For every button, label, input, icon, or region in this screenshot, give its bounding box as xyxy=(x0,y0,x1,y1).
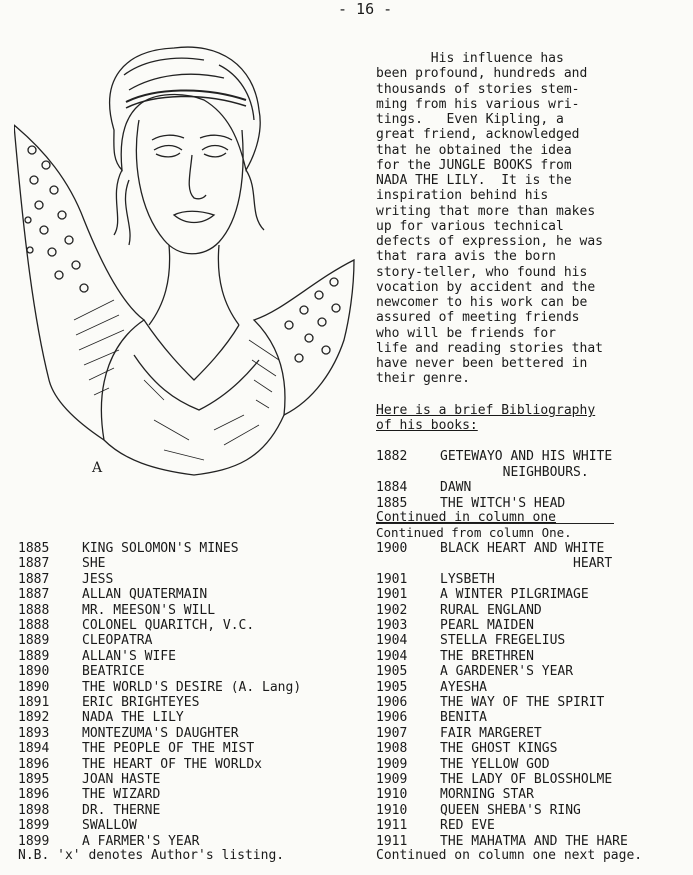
book-title: KING SOLOMON'S MINES xyxy=(82,541,239,556)
intro-line: been profound, hundreds and xyxy=(376,66,588,82)
intro-line: defects of expression, he was xyxy=(376,234,603,249)
intro-line: newcomer to his work can be xyxy=(376,295,588,310)
book-title: THE WIZARD xyxy=(82,787,161,803)
book-title: GETEWAYO AND HIS WHITE xyxy=(440,449,613,464)
intro-line: ming from his various wri- xyxy=(376,96,580,112)
intro-line: who will be friends for xyxy=(376,325,557,341)
book-year: 1896 xyxy=(18,756,50,772)
intro-line: vocation by accident and the xyxy=(376,279,596,295)
book-title: QUEEN SHEBA'S RING xyxy=(440,802,581,818)
page-number: - 16 - xyxy=(338,0,393,18)
book-title: COLONEL QUARITCH, V.C. xyxy=(82,618,255,633)
book-year: 1910 xyxy=(376,802,408,818)
book-year: 1905 xyxy=(376,679,408,695)
book-year: 1901 xyxy=(376,571,408,587)
book-title: THE GHOST KINGS xyxy=(440,741,558,757)
intro-line: His influence has xyxy=(376,51,564,66)
book-title: FAIR MARGERET xyxy=(440,725,542,741)
artist-signature: A xyxy=(92,460,103,476)
book-year: 1903 xyxy=(376,618,408,633)
intro-line: that he obtained the idea xyxy=(376,142,572,158)
book-year: 1906 xyxy=(376,710,408,726)
book-year: 1888 xyxy=(18,602,50,618)
book-title: SHE xyxy=(82,556,106,572)
book-year: 1899 xyxy=(18,818,50,834)
book-title: MR. MEESON'S WILL xyxy=(82,602,216,618)
book-title: DAWN xyxy=(440,480,472,495)
book-year: 1885 xyxy=(376,495,408,511)
book-title: THE WORLD'S DESIRE (A. Lang) xyxy=(82,679,302,695)
book-year: 1911 xyxy=(376,818,408,834)
book-title: THE WITCH'S HEAD xyxy=(440,495,566,511)
book-year: 1905 xyxy=(376,664,408,680)
book-title: RED EVE xyxy=(440,818,495,834)
book-year: 1904 xyxy=(376,633,408,649)
book-year: 1902 xyxy=(376,602,408,618)
book-year: 1898 xyxy=(18,802,50,818)
book-title: STELLA FREGELIUS xyxy=(440,633,566,649)
intro-line: up for various technical xyxy=(376,218,564,234)
book-title: A FARMER'S YEAR xyxy=(82,833,200,849)
footnote: N.B. 'x' denotes Author's listing. xyxy=(18,848,285,863)
book-title: JOAN HASTE xyxy=(82,772,161,787)
book-title: ALLAN QUATERMAIN xyxy=(82,587,208,603)
continued-from: Continued from column One. xyxy=(376,525,572,540)
book-title: MONTEZUMA'S DAUGHTER xyxy=(82,725,239,741)
book-title: NADA THE LILY xyxy=(82,710,184,726)
divider xyxy=(376,523,614,524)
book-year: 1887 xyxy=(18,556,50,572)
book-year: 1885 xyxy=(18,541,50,556)
book-year: 1882 xyxy=(376,449,408,464)
book-year: 1887 xyxy=(18,571,50,587)
hair-outline xyxy=(110,47,261,170)
intro-line: tings. Even Kipling, a xyxy=(376,112,564,127)
book-year: 1892 xyxy=(18,710,50,726)
book-title: THE YELLOW GOD xyxy=(440,756,550,772)
intro-line: thousands of stories stem- xyxy=(376,81,580,97)
book-title: A WINTER PILGRIMAGE xyxy=(440,587,589,603)
intro-line: have never been bettered in xyxy=(376,356,588,371)
intro-line: life and reading stories that xyxy=(376,340,603,356)
book-year: 1890 xyxy=(18,664,50,680)
book-year: 1891 xyxy=(18,695,50,710)
book-title-continued: HEART xyxy=(440,556,613,572)
continued-note: Continued in column one xyxy=(376,510,557,525)
book-year: 1895 xyxy=(18,772,50,787)
book-year: 1893 xyxy=(18,725,50,741)
book-year: 1887 xyxy=(18,587,50,603)
collar-right xyxy=(254,260,354,415)
continued-next: Continued on column one next page. xyxy=(376,848,643,863)
book-title: BLACK HEART AND WHITE xyxy=(440,541,605,556)
book-year: 1909 xyxy=(376,756,408,772)
book-title: THE LADY OF BLOSSHOLME xyxy=(440,772,613,787)
book-title: BEATRICE xyxy=(82,664,145,680)
book-year: 1900 xyxy=(376,541,408,556)
book-title: SWALLOW xyxy=(82,818,137,834)
intro-line: great friend, acknowledged xyxy=(376,127,580,143)
intro-line: their genre. xyxy=(376,371,470,387)
book-title: CLEOPATRA xyxy=(82,633,153,649)
book-year: 1906 xyxy=(376,695,408,710)
book-title: JESS xyxy=(82,571,114,587)
book-title: THE BRETHREN xyxy=(440,648,534,664)
bibliography-heading-2: of his books: xyxy=(376,418,478,433)
book-year: 1911 xyxy=(376,833,408,849)
collar-left xyxy=(14,125,144,440)
book-year: 1894 xyxy=(18,741,50,757)
book-year: 1889 xyxy=(18,633,50,649)
book-year: 1904 xyxy=(376,648,408,664)
intro-line: NADA THE LILY. It is the xyxy=(376,173,572,188)
book-title: THE PEOPLE OF THE MIST xyxy=(82,741,255,757)
book-year: 1909 xyxy=(376,772,408,787)
book-title: THE HEART OF THE WORLDx xyxy=(82,756,263,772)
book-title: ALLAN'S WIFE xyxy=(82,648,176,664)
book-title: THE MAHATMA AND THE HARE xyxy=(440,833,628,849)
book-title: THE WAY OF THE SPIRIT xyxy=(440,695,605,710)
book-year: 1888 xyxy=(18,618,50,633)
book-title: A GARDENER'S YEAR xyxy=(440,664,574,680)
intro-line: that rara avis the born xyxy=(376,249,557,265)
intro-line: writing that more than makes xyxy=(376,203,596,219)
book-year: 1890 xyxy=(18,679,50,695)
book-title: BENITA xyxy=(440,710,487,726)
book-title: AYESHA xyxy=(440,679,487,695)
book-year: 1901 xyxy=(376,587,408,603)
book-year: 1899 xyxy=(18,833,50,849)
book-year: 1896 xyxy=(18,787,50,803)
intro-paragraph xyxy=(376,51,603,387)
book-title: ERIC BRIGHTEYES xyxy=(82,695,200,710)
book-title: PEARL MAIDEN xyxy=(440,618,534,633)
book-year: 1910 xyxy=(376,787,408,803)
portrait-illustration xyxy=(14,20,364,490)
book-year: 1908 xyxy=(376,741,408,757)
book-title: DR. THERNE xyxy=(82,802,161,818)
intro-line: story-teller, who found his xyxy=(376,264,588,280)
book-title-continued: NEIGHBOURS. xyxy=(440,464,589,480)
intro-line: assured of meeting friends xyxy=(376,310,580,326)
book-title: LYSBETH xyxy=(440,571,495,587)
bibliography-heading-1: Here is a brief Bibliography xyxy=(376,403,596,418)
book-year: 1889 xyxy=(18,648,50,664)
book-year: 1884 xyxy=(376,480,408,495)
book-year: 1907 xyxy=(376,725,408,741)
book-title: MORNING STAR xyxy=(440,787,534,803)
book-title: RURAL ENGLAND xyxy=(440,602,542,618)
intro-line: inspiration behind his xyxy=(376,188,549,204)
intro-line: for the JUNGLE BOOKS from xyxy=(376,157,572,173)
